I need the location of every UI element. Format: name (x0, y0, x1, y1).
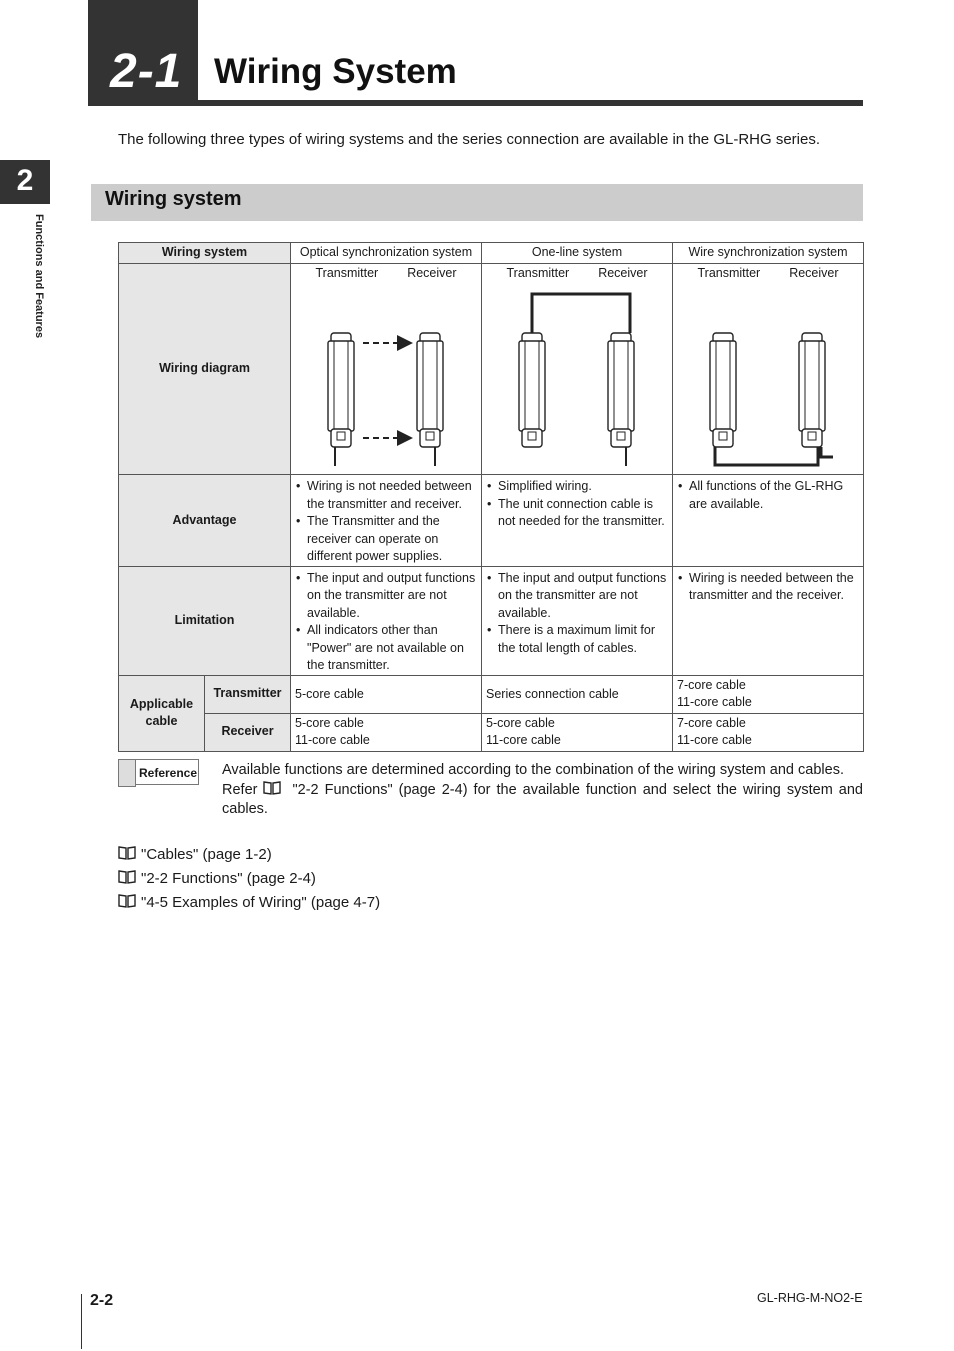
chapter-tab-number: 2 (16, 164, 34, 197)
book-icon (118, 870, 136, 884)
book-icon (118, 894, 136, 908)
header-wiring-system: Wiring system (119, 243, 291, 264)
cable-tx-one-line (482, 675, 673, 713)
receiver-label: Receiver (407, 266, 457, 280)
diagram-row (119, 264, 864, 475)
diagram-optical (291, 264, 482, 475)
header-optical: Optical synchronization system (291, 243, 482, 264)
list-item: • Simplified wiring. (498, 478, 668, 496)
list-item: • The unit connection cable is not needed for the transmitter. (498, 496, 668, 531)
reference-badge-tab (118, 759, 136, 787)
cable-rx-one-line (482, 713, 673, 751)
cable-value: 7-core cable (677, 715, 746, 730)
transmitter-label: Transmitter (697, 266, 761, 280)
list-item: • There is a maximum limit for the total length of cables. (498, 622, 668, 657)
advantage-one-line (482, 475, 673, 567)
cable-value: 11-core cable (677, 695, 752, 709)
list-item: • Wiring is needed between the transmitter and the receiver. (689, 570, 859, 605)
cable-tx-wire-sync (673, 675, 864, 713)
chapter-tab-label: Functions and Features (33, 214, 45, 339)
list-item: • Wiring is not needed between the transmitter and receiver. (307, 478, 477, 513)
book-icon (118, 846, 136, 860)
limitation-wire-sync (673, 566, 864, 675)
advantage-optical (291, 475, 482, 567)
cable-rx-wire-sync (673, 713, 864, 751)
link-label: "Cables" (page 1-2) (141, 846, 272, 863)
diagram-wire-sync (673, 264, 864, 475)
cable-value: 5-core cable (295, 686, 364, 701)
table-header-row (119, 243, 864, 264)
cable-value: 11-core cable (295, 733, 370, 747)
row-label-transmitter: Transmitter (205, 675, 291, 713)
reference-text (222, 761, 863, 820)
cable-receiver-row (119, 713, 864, 751)
page-number: 2-2 (90, 1292, 114, 1309)
page-title: Wiring System (214, 52, 457, 91)
reference-line-2 (222, 781, 863, 820)
cable-value: 5-core cable (295, 715, 364, 730)
transmitter-label: Transmitter (506, 266, 570, 280)
optical-diagram (291, 283, 481, 469)
reference-links (118, 843, 380, 915)
link-functions[interactable] (118, 867, 380, 891)
chapter-number: 2-1 (110, 45, 183, 98)
link-label: "2-2 Functions" (page 2-4) (141, 870, 316, 887)
limitation-one-line (482, 566, 673, 675)
intro-text: The following three types of wiring systems and the series connection are available in the GL-RHG series. (118, 131, 821, 148)
book-icon (263, 781, 281, 795)
link-wiring-examples[interactable] (118, 891, 380, 915)
document-code: GL-RHG-M-NO2-E (757, 1291, 863, 1305)
row-label-limitation: Limitation (119, 566, 291, 675)
row-label-applicable-cable: Applicable cable (119, 675, 205, 751)
list-item: • The input and output functions on the transmitter are not available. (307, 570, 477, 623)
footer-rule (81, 1294, 82, 1349)
diagram-one-line (482, 264, 673, 475)
wire-sync-diagram (673, 283, 863, 469)
row-label-receiver: Receiver (205, 713, 291, 751)
reference-refer: Refer (222, 781, 258, 798)
reference-line-1: Available functions are determined according to the combination of the wiring system and cables. (222, 762, 844, 778)
reference-link-text[interactable]: "2-2 Functions" (page 2-4) for the available function and select the wiring system and cables. (222, 781, 863, 817)
row-label-diagram: Wiring diagram (119, 264, 291, 475)
limitation-row (119, 566, 864, 675)
cable-rx-optical (291, 713, 482, 751)
advantage-wire-sync (673, 475, 864, 567)
wiring-table (118, 242, 864, 752)
cable-value: 5-core cable (486, 715, 555, 730)
header-one-line: One-line system (482, 243, 673, 264)
list-item: • The Transmitter and the receiver can operate on different power supplies. (307, 513, 477, 566)
receiver-label: Receiver (598, 266, 648, 280)
link-label: "4-5 Examples of Wiring" (page 4-7) (141, 894, 381, 911)
transmitter-label: Transmitter (315, 266, 379, 280)
one-line-diagram (482, 283, 672, 469)
section-title: Wiring system (105, 188, 242, 210)
list-item: • All functions of the GL-RHG are available. (689, 478, 859, 513)
title-rule (88, 100, 863, 106)
link-cables[interactable] (118, 843, 380, 867)
cable-value: Series connection cable (486, 686, 619, 701)
limitation-optical (291, 566, 482, 675)
header-wire-sync: Wire synchronization system (673, 243, 864, 264)
receiver-label: Receiver (789, 266, 839, 280)
list-item: • The input and output functions on the transmitter are not available. (498, 570, 668, 623)
list-item: • All indicators other than "Power" are not available on the transmitter. (307, 622, 477, 675)
cable-value: 11-core cable (486, 733, 561, 747)
row-label-advantage: Advantage (119, 475, 291, 567)
reference-badge (118, 759, 204, 786)
reference-label: Reference (135, 759, 199, 785)
cable-value: 11-core cable (677, 733, 752, 747)
cable-transmitter-row (119, 675, 864, 713)
advantage-row (119, 475, 864, 567)
cable-tx-optical (291, 675, 482, 713)
cable-value: 7-core cable (677, 677, 746, 692)
